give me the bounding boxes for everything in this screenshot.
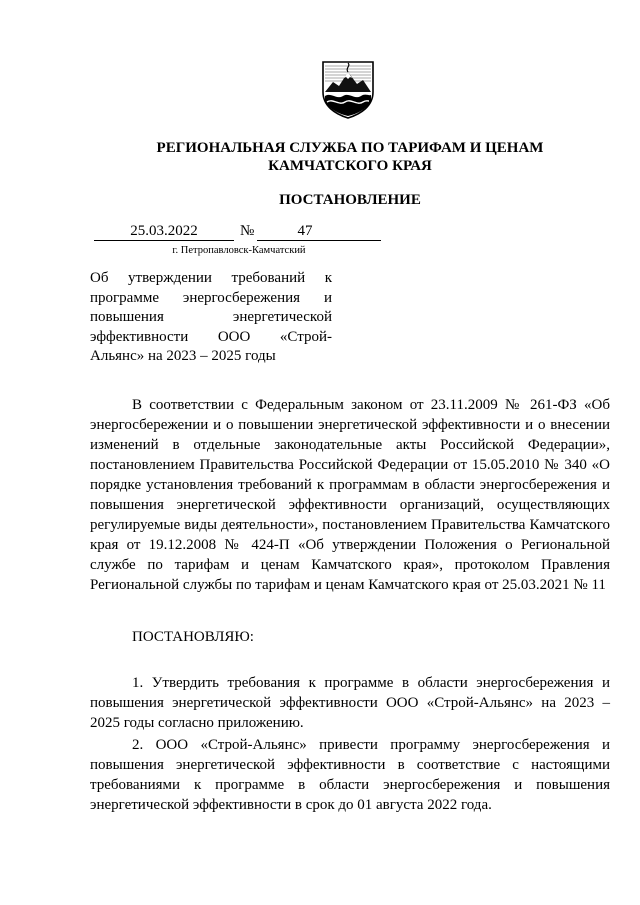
organization-region: КАМЧАТСКОГО КРАЯ (268, 158, 432, 174)
number-sign: № (240, 223, 255, 239)
resolve-heading: ПОСТАНОВЛЯЮ: (132, 629, 254, 645)
kamchatka-coat-of-arms-icon (319, 58, 377, 120)
document-date: 25.03.2022 (94, 223, 234, 241)
document-number-field (257, 223, 381, 241)
resolution-item-1: 1. Утвердить требования к программе в области энергосбережения и повышения энергетической эффективности ООО «Строй-Альянс» на 2023 – 2025 годы согласно приложению. (90, 675, 610, 731)
registration-row (94, 223, 384, 243)
organization-title: РЕГИОНАЛЬНАЯ СЛУЖБА ПО ТАРИФАМ И ЦЕНАМ (156, 140, 544, 156)
document-subject: Об утверждении требований к программе энергосбережения и повышения энергетической эффективности ООО «Строй-Альянс» на 2023 – 2025 годы (90, 270, 332, 364)
document-type: ПОСТАНОВЛЕНИЕ (279, 192, 421, 208)
document-number: 47 (297, 223, 313, 239)
resolution-item-2: 2. ООО «Строй-Альянс» привести программу энергосбережения и повышения энергетической эффективности в соответствие с настоящими требованиями к программе в области энергосбережения и повышения энергетической эффективности в срок до 01 августа 2022 года. (90, 737, 610, 813)
document-city: г. Петропавловск-Камчатский (172, 245, 306, 256)
preamble-paragraph: В соответствии с Федеральным законом от 23.11.2009 № 261-ФЗ «Об энергосбережении и о повышении энергетической эффективности и о внесении изменений в отдельные законодательные акты Российской Федерации», постановлением Правительства Российской Федерации от 15.05.2010 № 340 «О порядке установления требований к программам в области энергосбережения и повышения энергетической эффективности организаций, осуществляющих регулируемые виды деятельности», постановлением Правительства Камчатского края от 19.12.2008 № 424-П «Об утверждении Положения о Региональной службе по тарифам и ценам Камчатского края», протоколом Правления Региональной службы по тарифам и ценам Камчатского края от 25.03.2021 № 11 (90, 397, 610, 593)
